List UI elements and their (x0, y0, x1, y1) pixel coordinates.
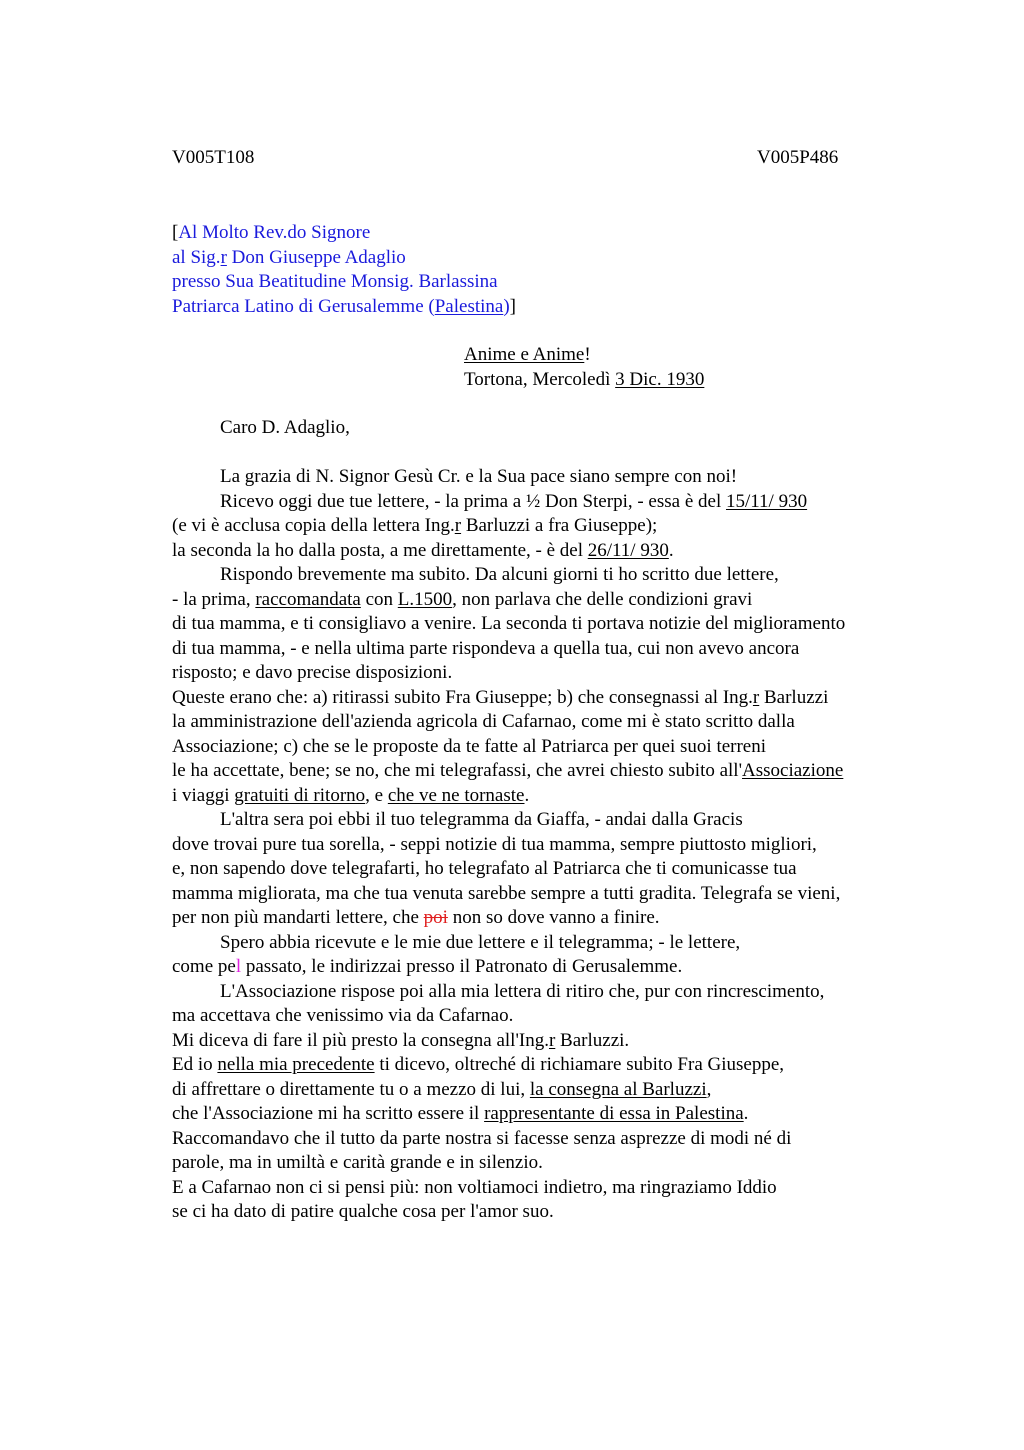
date-block (464, 343, 704, 392)
body-line: la seconda la ho dalla posta, a me direttamente, - è del 26/11/ 930. (172, 539, 674, 561)
salutation: Caro D. Adaglio, (220, 417, 350, 438)
body-line: se ci ha dato di patire qualche cosa per l'amor suo. (172, 1201, 554, 1222)
body-line: e, non sapendo dove telegrafarti, ho telegrafato al Patriarca che ti comunicasse tua (172, 858, 797, 879)
body-line: per non più mandarti lettere, che poi non so dove vanno a finire. (172, 907, 660, 928)
body-line: Mi diceva di fare il più presto la consegna all'Ing.r Barluzzi. (172, 1029, 630, 1051)
body-line: che l'Associazione mi ha scritto essere il rappresentante di essa in Palestina. (172, 1103, 749, 1124)
body-line: di affrettare o direttamente tu o a mezzo di lui, la consegna al Barluzzi, (172, 1078, 712, 1100)
place-date: Tortona, Mercoledì 3 Dic. 1930 (464, 368, 705, 390)
document-code-left: V005T108 (172, 147, 255, 168)
body-line: L'Associazione rispose poi alla mia lettera di ritiro che, pur con rincrescimento, (220, 980, 825, 1002)
inserted-letter: l (235, 956, 242, 977)
body-line: (e vi è acclusa copia della lettera Ing.r Barluzzi a fra Giuseppe); (172, 515, 658, 536)
body-line: La grazia di N. Signor Gesù Cr. e la Sua pace siano sempre con noi! (220, 466, 738, 487)
body-line: come pel passato, le indirizzai presso il Patronato di Gerusalemme. (172, 956, 683, 977)
body-line: dove trovai pure tua sorella, - seppi notizie di tua mamma, sempre piuttosto migliori, (172, 833, 817, 855)
page-code-right: V005P486 (757, 147, 839, 168)
body-line: la amministrazione dell'azienda agricola di Cafarnao, come mi è stato scritto dalla (172, 711, 795, 732)
body-line: E a Cafarnao non ci si pensi più: non voltiamoci indietro, ma ringraziamo Iddio (172, 1176, 777, 1198)
address-block (172, 221, 516, 319)
body-line: L'altra sera poi ebbi il tuo telegramma da Giaffa, - andai dalla Gracis (220, 809, 743, 830)
struck-word: poi (423, 907, 448, 928)
body-line: di tua mamma, e ti consigliavo a venire. La seconda ti portava notizie del miglioramento (172, 613, 846, 634)
body-line: Queste erano che: a) ritirassi subito Fra Giuseppe; b) che consegnassi al Ing.r Barluzzi (172, 686, 829, 708)
body-line: di tua mamma, - e nella ultima parte rispondeva a quella tua, cui non avevo ancora (172, 637, 800, 659)
address-line-4: Patriarca Latino di Gerusalemme (Palestina)] (172, 295, 516, 317)
body-line: - la prima, raccomandata con L.1500, non parlava che delle condizioni gravi (172, 588, 753, 610)
address-line-3: presso Sua Beatitudine Monsig. Barlassina (172, 271, 498, 292)
body-line: le ha accettate, bene; se no, che mi telegrafassi, che avrei chiesto subito all'Associazione (172, 760, 844, 781)
body-line: Associazione; c) che se le proposte da te fatte al Patriarca per quei suoi terreni (172, 735, 767, 757)
body-line: mamma migliorata, ma che tua venuta sarebbe sempre a tutti gradita. Telegrafa se vieni, (172, 882, 841, 904)
body-line: parole, ma in umiltà e carità grande e in silenzio. (172, 1152, 543, 1173)
body-line: Rispondo brevemente ma subito. Da alcuni giorni ti ho scritto due lettere, (220, 564, 779, 585)
body-line: i viaggi gratuiti di ritorno, e che ve ne tornaste. (172, 784, 530, 806)
body-line: Ricevo oggi due tue lettere, - la prima a ½ Don Sterpi, - essa è del 15/11/ 930 (220, 490, 808, 512)
letter-body (172, 465, 932, 1225)
body-line: Ed io nella mia precedente ti dicevo, oltreché di richiamare subito Fra Giuseppe, (172, 1054, 785, 1075)
address-line-1: [Al Molto Rev.do Signore (172, 222, 371, 243)
motto: Anime e Anime! (464, 344, 591, 365)
body-line: Spero abbia ricevute e le mie due lettere e il telegramma; - le lettere, (220, 931, 741, 953)
address-line-2: al Sig.r Don Giuseppe Adaglio (172, 246, 406, 268)
body-line: risposto; e davo precise disposizioni. (172, 662, 453, 683)
palestina-link[interactable]: Palestina (434, 295, 504, 317)
body-line: ma accettava che venissimo via da Cafarnao. (172, 1005, 514, 1026)
body-line: Raccomandavo che il tutto da parte nostra si facesse senza asprezze di modi né di (172, 1127, 792, 1149)
